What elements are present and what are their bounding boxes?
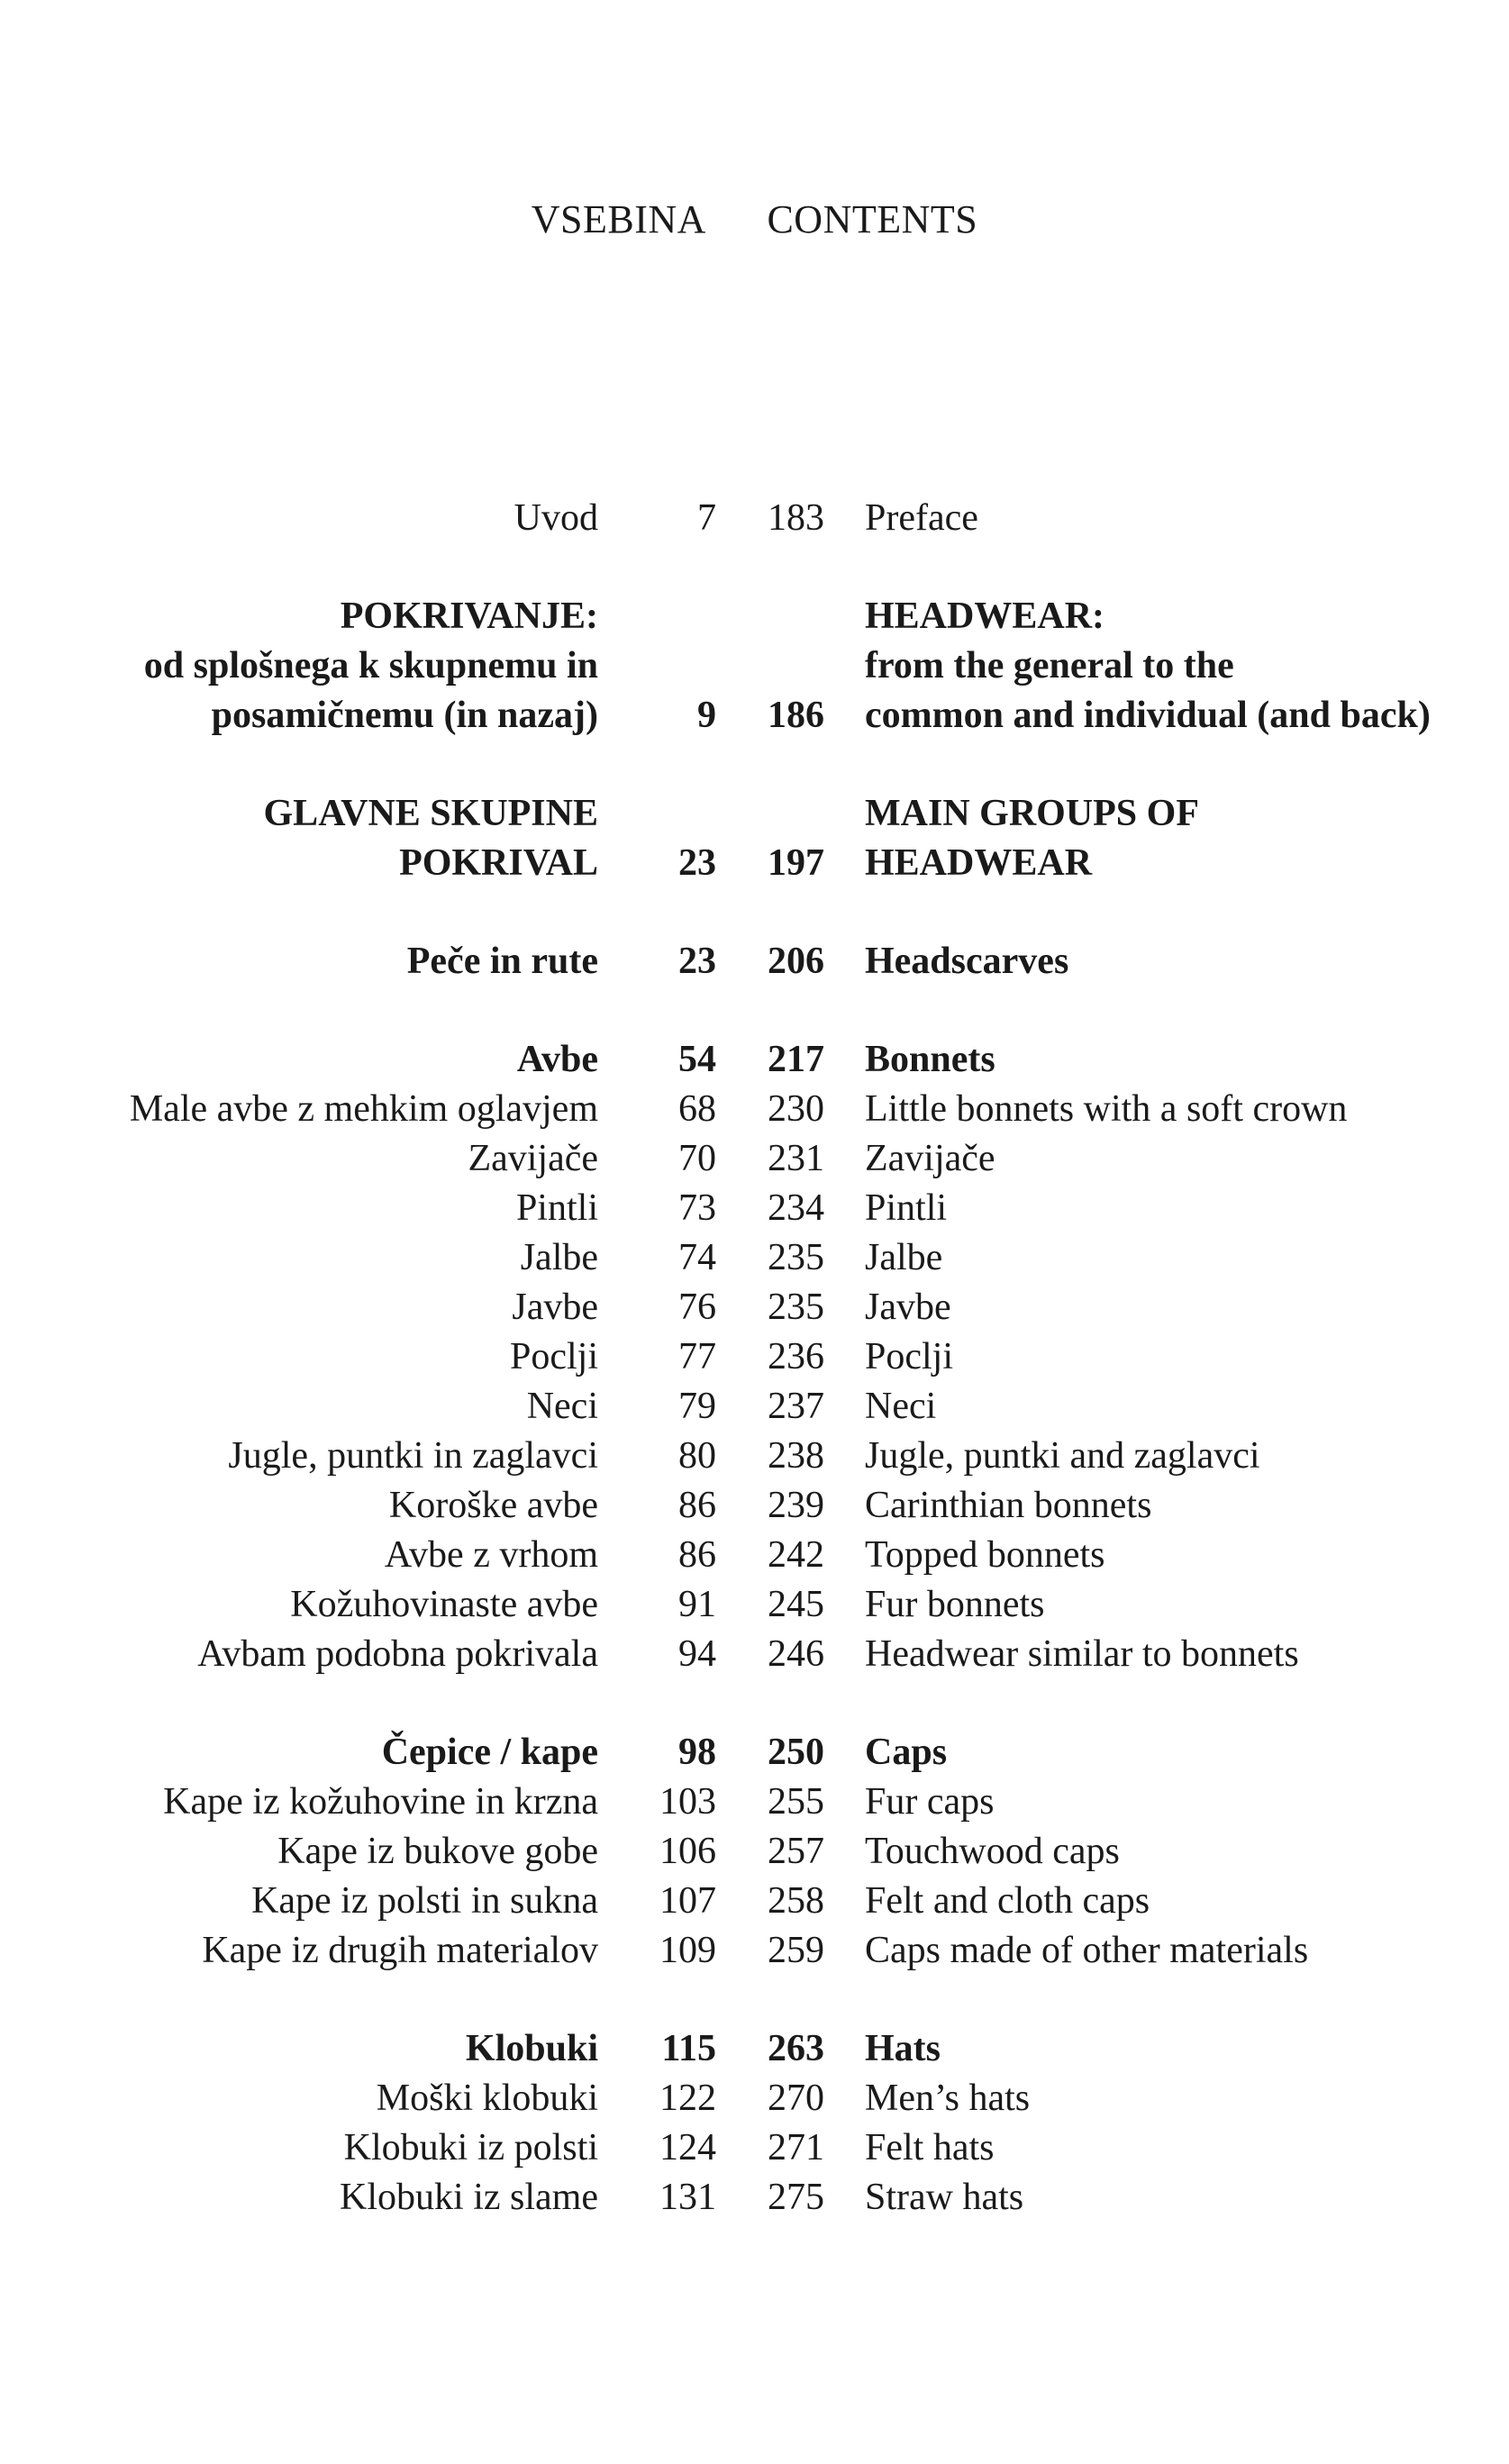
toc-row	[0, 1035, 1509, 1085]
toc-page-english: 246	[768, 1633, 824, 1675]
toc-title-english: Caps made of other materials	[865, 1930, 1309, 1971]
toc-row	[0, 494, 1509, 543]
toc-row	[0, 1283, 1509, 1332]
toc-row	[0, 1827, 1509, 1877]
toc-title-slovenian: Pintli	[515, 1187, 598, 1229]
toc-row	[0, 1134, 1509, 1184]
toc-page-slovenian: 70	[678, 1138, 716, 1179]
toc-title-english: Felt and cloth caps	[865, 1880, 1150, 1922]
toc-page-english: 275	[768, 2177, 824, 2218]
toc-title-slovenian: Male avbe z mehkim oglavjem	[129, 1088, 598, 1130]
toc-row	[0, 1630, 1509, 1679]
toc-page-slovenian: 122	[659, 2078, 716, 2119]
toc-title-slovenian: Neci	[526, 1386, 598, 1427]
toc-page-slovenian: 23	[678, 842, 716, 884]
toc-title-slovenian: Zavijače	[468, 1138, 598, 1179]
toc-page-english: 238	[768, 1435, 824, 1477]
toc-page-english: 206	[768, 941, 824, 982]
toc-title-slovenian: Jalbe	[520, 1237, 598, 1278]
toc-title-slovenian: Koroške avbe	[388, 1485, 598, 1526]
toc-row	[0, 1778, 1509, 1827]
toc-page-slovenian: 7	[697, 497, 716, 539]
toc-row	[0, 592, 1509, 641]
toc-title-slovenian: Kape iz polsti in sukna	[251, 1880, 598, 1922]
toc-title-english: HEADWEAR:	[865, 596, 1105, 637]
toc-title-english: Javbe	[865, 1287, 951, 1328]
toc-page-english: 237	[768, 1386, 824, 1427]
toc-title-english: Zavijače	[865, 1138, 995, 1179]
toc-page-slovenian: 79	[678, 1386, 716, 1427]
toc-title-slovenian: Klobuki iz slame	[340, 2177, 598, 2218]
toc-title-slovenian: POKRIVANJE:	[340, 596, 598, 637]
toc-page-slovenian: 74	[678, 1237, 716, 1278]
toc-page-english: 270	[768, 2078, 824, 2119]
toc-row	[0, 1481, 1509, 1531]
toc-page-slovenian: 76	[678, 1287, 716, 1328]
toc-row	[0, 937, 1509, 987]
toc-title-english: MAIN GROUPS OF	[865, 793, 1199, 834]
toc-title-english: Neci	[865, 1386, 937, 1427]
toc-title-english: Felt hats	[865, 2127, 995, 2169]
heading-slovenian: VSEBINA	[531, 197, 706, 241]
toc-page-slovenian: 107	[659, 1880, 716, 1922]
toc-title-slovenian: Peče in rute	[406, 941, 598, 982]
toc-title-english: Topped bonnets	[865, 1534, 1105, 1576]
toc-title-english: Hats	[865, 2028, 941, 2069]
toc-page-english: 235	[768, 1237, 824, 1278]
toc-page-slovenian: 23	[678, 941, 716, 982]
toc-title-english: from the general to the	[865, 645, 1234, 686]
toc-title-slovenian: Jugle, puntki in zaglavci	[228, 1435, 598, 1477]
toc-title-slovenian: posamičnemu (in nazaj)	[211, 695, 598, 736]
toc-page-slovenian: 91	[678, 1584, 716, 1625]
toc-title-slovenian: Avbe z vrhom	[384, 1534, 598, 1576]
toc-row	[0, 1728, 1509, 1778]
toc-page-english: 263	[768, 2028, 824, 2069]
toc-row	[0, 1382, 1509, 1432]
toc-title-slovenian: POKRIVAL	[399, 842, 598, 884]
toc-title-english: Headwear similar to bonnets	[865, 1633, 1299, 1675]
toc-page-slovenian: 80	[678, 1435, 716, 1477]
toc-page-english: 257	[768, 1831, 824, 1872]
toc-row	[0, 1432, 1509, 1481]
toc-title-slovenian: Kape iz kožuhovine in krzna	[163, 1781, 598, 1823]
toc-row	[0, 2123, 1509, 2173]
toc-title-english: common and individual (and back)	[865, 695, 1431, 736]
toc-row	[0, 691, 1509, 741]
toc-page-slovenian: 73	[678, 1187, 716, 1229]
toc-page-english: 186	[768, 695, 824, 736]
toc-row	[0, 2024, 1509, 2074]
toc-title-english: Touchwood caps	[865, 1831, 1120, 1872]
toc-page-english: 259	[768, 1930, 824, 1971]
toc-title-english: Bonnets	[865, 1039, 995, 1080]
toc-page-slovenian: 9	[697, 695, 716, 736]
toc-title-slovenian: od splošnega k skupnemu in	[143, 645, 598, 686]
toc-page-english: 245	[768, 1584, 824, 1625]
toc-page-slovenian: 68	[678, 1088, 716, 1130]
toc-title-slovenian: Javbe	[512, 1287, 598, 1328]
toc-row	[0, 1531, 1509, 1580]
toc-page-slovenian: 131	[659, 2177, 716, 2218]
toc-title-english: Jugle, puntki and zaglavci	[865, 1435, 1260, 1477]
toc-row	[0, 1877, 1509, 1926]
toc-row	[0, 1926, 1509, 1976]
toc-title-english: Preface	[865, 497, 978, 539]
toc-page-english: 255	[768, 1781, 824, 1823]
toc-title-english: Fur bonnets	[865, 1584, 1045, 1625]
toc-row	[0, 789, 1509, 839]
toc-page-slovenian: 106	[659, 1831, 716, 1872]
toc-title-slovenian: Uvod	[514, 497, 598, 539]
toc-title-english: Jalbe	[865, 1237, 943, 1278]
toc-page-english: 235	[768, 1287, 824, 1328]
toc-title-slovenian: Čepice / kape	[381, 1732, 598, 1773]
toc-title-slovenian: Klobuki	[465, 2028, 598, 2069]
toc-row	[0, 839, 1509, 888]
toc-row	[0, 2173, 1509, 2223]
toc-page-slovenian: 86	[678, 1485, 716, 1526]
toc-title-english: HEADWEAR	[865, 842, 1093, 884]
toc-title-english: Straw hats	[865, 2177, 1024, 2218]
toc-title-slovenian: Avbe	[516, 1039, 598, 1080]
toc-title-slovenian: GLAVNE SKUPINE	[263, 793, 598, 834]
toc-page-slovenian: 109	[659, 1930, 716, 1971]
toc-title-slovenian: Klobuki iz polsti	[343, 2127, 598, 2169]
toc-row	[0, 2074, 1509, 2123]
toc-page-slovenian: 77	[678, 1336, 716, 1377]
toc-title-slovenian: Moški klobuki	[376, 2078, 598, 2119]
toc-title-english: Men’s hats	[865, 2078, 1031, 2119]
toc-title-english: Fur caps	[865, 1781, 995, 1823]
toc-title-english: Carinthian bonnets	[865, 1485, 1152, 1526]
heading-english: CONTENTS	[767, 197, 978, 241]
toc-title-slovenian: Kape iz bukove gobe	[277, 1831, 598, 1872]
toc-row	[0, 1580, 1509, 1630]
toc-title-english: Headscarves	[865, 941, 1069, 982]
toc-row	[0, 1233, 1509, 1283]
toc-page-english: 271	[768, 2127, 824, 2169]
toc-title-slovenian: Poclji	[509, 1336, 598, 1377]
toc-page-english: 217	[768, 1039, 824, 1080]
toc-title-slovenian: Kape iz drugih materialov	[202, 1930, 598, 1971]
toc-title-english: Pintli	[865, 1187, 948, 1229]
toc-title-english: Poclji	[865, 1336, 954, 1377]
toc-page-english: 242	[768, 1534, 824, 1576]
toc-page-slovenian: 98	[678, 1732, 716, 1773]
toc-page-english: 230	[768, 1088, 824, 1130]
toc-page-slovenian: 103	[659, 1781, 716, 1823]
toc-page-english: 231	[768, 1138, 824, 1179]
toc-page-english: 239	[768, 1485, 824, 1526]
toc-row	[0, 1332, 1509, 1382]
contents-heading	[0, 196, 1509, 242]
toc-page-english: 258	[768, 1880, 824, 1922]
toc-title-slovenian: Avbam podobna pokrivala	[197, 1633, 598, 1675]
toc-row	[0, 1085, 1509, 1134]
toc-page-english: 197	[768, 842, 824, 884]
toc-page-slovenian: 115	[661, 2028, 716, 2069]
toc-row	[0, 641, 1509, 691]
toc-title-english: Little bonnets with a soft crown	[865, 1088, 1348, 1130]
table-of-contents	[0, 494, 1509, 2223]
toc-page-english: 236	[768, 1336, 824, 1377]
toc-title-slovenian: Kožuhovinaste avbe	[290, 1584, 598, 1625]
toc-page-slovenian: 94	[678, 1633, 716, 1675]
toc-page-english: 234	[768, 1187, 824, 1229]
toc-page-slovenian: 86	[678, 1534, 716, 1576]
toc-page-slovenian: 124	[659, 2127, 716, 2169]
toc-row	[0, 1184, 1509, 1233]
toc-page-english: 250	[768, 1732, 824, 1773]
toc-page-slovenian: 54	[678, 1039, 716, 1080]
toc-page-english: 183	[768, 497, 824, 539]
toc-title-english: Caps	[865, 1732, 948, 1773]
